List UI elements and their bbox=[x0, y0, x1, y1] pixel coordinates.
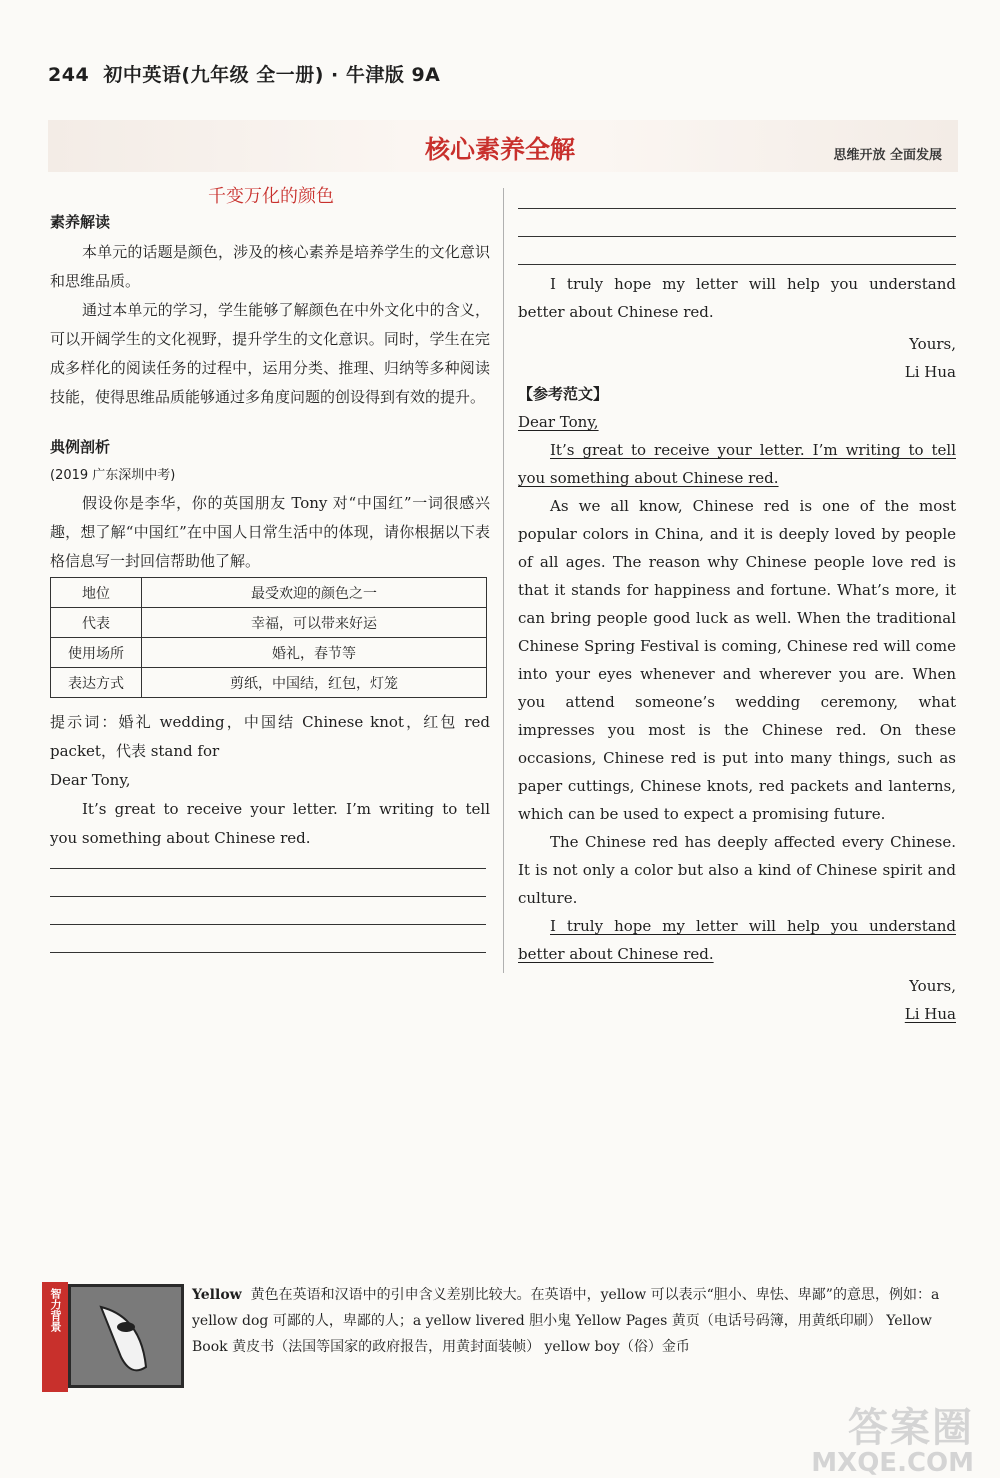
sample-signature: Li Hua bbox=[904, 1005, 956, 1023]
writing-line bbox=[50, 924, 486, 925]
footer-body: 黄色在英语和汉语中的引申含义差别比较大。在英语中，yellow 可以表示“胆小、卑怯、卑鄙”的意思，例如：a yellow dog 可鄙的人，卑鄙的人；a yellow livered 胆小鬼 Yellow Pages 黄页（电话号码簿，用黄纸印刷） Yellow Book 黄皮书（法国等国家的政府报告，用黄封面装帧） yellow boy（俗）金币 bbox=[192, 1287, 940, 1355]
letter-salutation: Dear Tony, bbox=[50, 771, 131, 789]
task-text bbox=[50, 489, 490, 576]
info-table bbox=[50, 577, 487, 698]
column-divider bbox=[503, 188, 504, 973]
task-paragraph: 假设你是李华，你的英国朋友 Tony 对“中国红”一词很感兴趣，想了解“中国红”在中国人日常生活中的体现，请你根据以下表格信息写一封回信帮助他了解。 bbox=[50, 494, 490, 570]
page-header bbox=[48, 60, 440, 87]
writing-line bbox=[518, 264, 956, 265]
writing-line bbox=[518, 236, 956, 237]
banner-slogan: 思维开放 全面发展 bbox=[833, 148, 942, 163]
letter-yours: Yours, bbox=[909, 335, 956, 353]
sample-salutation: Dear Tony, bbox=[518, 413, 599, 431]
writing-line bbox=[50, 896, 486, 897]
table-row bbox=[51, 638, 487, 668]
footer-note bbox=[192, 1282, 952, 1360]
sample-paragraph-1: As we all know, Chinese red is one of the most popular colors in China, and it is deeply loved by people of all ages. The reason why Chinese people love red is that it stands for happiness and fortune. What’s more, it can bring people good luck as well. When the traditional Chinese Spring Festival is coming, Chinese red will come into your eyes whenever and wherever you are. When you attend someone’s wedding ceremony, what impresses you most is the Chinese red. On these occasions, Chinese red is put into many things, such as paper cuttings, Chinese knots, red packets and lanterns, which can be used to expect a promising future. bbox=[518, 497, 956, 823]
section-heading-interpretation: 素养解读 bbox=[50, 213, 111, 231]
banner-title: 核心素养全解 bbox=[424, 135, 575, 164]
footer-tag bbox=[42, 1282, 68, 1392]
interpretation-paragraph-2: 通过本单元的学习，学生能够了解颜色在中外文化中的含义，可以开阔学生的文化视野，提升学生的文化意识。同时，学生在完成多样化的阅读任务的过程中，运用分类、推理、归纳等多种阅读技能，使得思维品质能够通过多角度问题的创设得到有效的提升。 bbox=[50, 301, 490, 406]
footer-illustration bbox=[68, 1284, 184, 1388]
sample-paragraph-2: The Chinese red has deeply affected every Chinese. It is not only a color but also a kind of Chinese spirit and culture. bbox=[518, 833, 956, 907]
table-value: 剪纸，中国结，红包，灯笼 bbox=[142, 668, 487, 698]
table-value: 最受欢迎的颜色之一 bbox=[142, 578, 487, 608]
letter-signature: Li Hua bbox=[904, 363, 956, 381]
exam-source: (2019 广东深圳中考) bbox=[50, 468, 176, 483]
table-value: 幸福，可以带来好运 bbox=[142, 608, 487, 638]
table-value: 婚礼，春节等 bbox=[142, 638, 487, 668]
watermark bbox=[811, 1405, 974, 1478]
sample-opening: It’s great to receive your letter. I’m writing to tell you something about Chinese red. bbox=[518, 441, 956, 487]
hint-words: 提示词：婚礼 wedding，中国结 Chinese knot，红包 red packet，代表 stand for bbox=[50, 713, 490, 760]
watermark-url: MXQE.COM bbox=[811, 1448, 974, 1478]
section-heading-example: 典例剖析 bbox=[50, 438, 111, 456]
letter-opening: It’s great to receive your letter. I’m writing to tell you something about Chinese red. bbox=[50, 800, 490, 847]
writing-line bbox=[50, 952, 486, 953]
table-key: 代表 bbox=[51, 608, 142, 638]
watermark-logo: 答案圈 bbox=[848, 1405, 974, 1451]
table-key: 使用场所 bbox=[51, 638, 142, 668]
book-title: 初中英语(九年级 全一册) · 牛津版 9A bbox=[103, 64, 441, 86]
interpretation-paragraph-1: 本单元的话题是颜色，涉及的核心素养是培养学生的文化意识和思维品质。 bbox=[50, 243, 490, 290]
table-row bbox=[51, 668, 487, 698]
footer-tag-label: 智力背景 bbox=[49, 1288, 62, 1332]
writing-line bbox=[518, 208, 956, 209]
interpretation-text bbox=[50, 238, 490, 412]
sample-closing: I truly hope my letter will help you understand better about Chinese red. bbox=[518, 917, 956, 963]
table-row bbox=[51, 578, 487, 608]
sample-yours: Yours, bbox=[909, 977, 956, 995]
footer-keyword: Yellow bbox=[192, 1287, 242, 1303]
topic-subtitle: 千变万化的颜色 bbox=[208, 186, 334, 207]
page-number: 244 bbox=[48, 64, 90, 86]
letter-closing-block bbox=[518, 270, 956, 386]
letter-closing-line: I truly hope my letter will help you understand better about Chinese red. bbox=[518, 275, 956, 321]
sample-essay bbox=[518, 380, 956, 1028]
writing-line bbox=[50, 868, 486, 869]
table-key: 表达方式 bbox=[51, 668, 142, 698]
table-row bbox=[51, 608, 487, 638]
letter-draft bbox=[50, 708, 490, 853]
banana-figure-icon bbox=[71, 1287, 181, 1385]
sample-heading: 【参考范文】 bbox=[518, 385, 609, 403]
table-key: 地位 bbox=[51, 578, 142, 608]
